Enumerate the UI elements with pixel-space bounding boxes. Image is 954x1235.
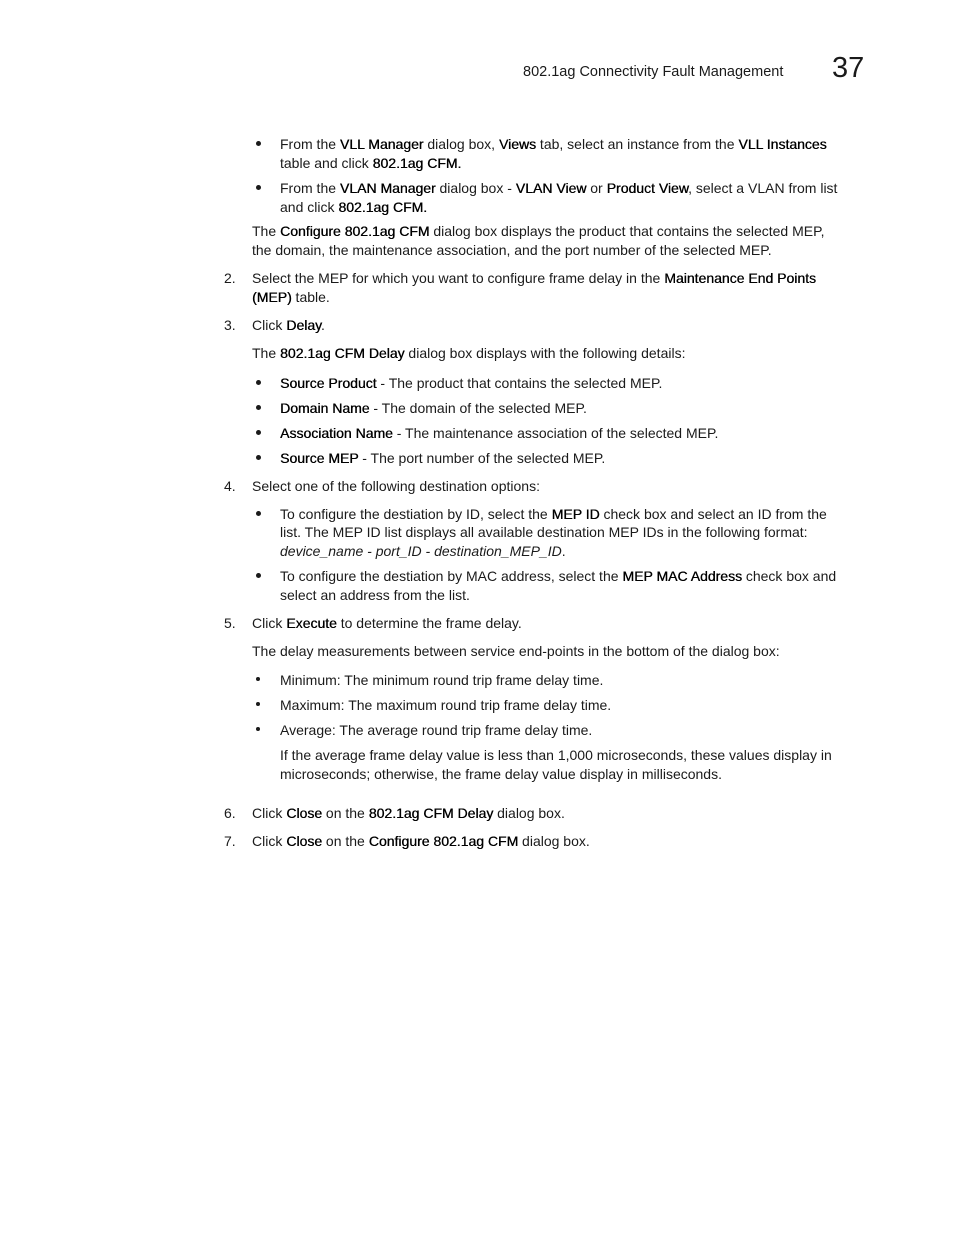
ui-term: Source MEP <box>280 450 359 466</box>
detail-domain-name <box>280 399 587 417</box>
ui-term: 802.1ag CFM Delay <box>368 805 494 821</box>
para-average-note-line1: If the average frame delay value is less than 1,000 microseconds, these values display in <box>280 747 832 763</box>
bullet-vlan-line1 <box>280 179 837 197</box>
ui-term: Configure 802.1ag CFM <box>368 833 519 849</box>
text: dialog box - <box>435 180 516 196</box>
step-4: Select one of the following destination options: <box>252 478 540 494</box>
option-mac-line1 <box>280 567 836 585</box>
step-number: 3. <box>224 317 236 333</box>
ui-term: 802.1ag CFM. <box>338 199 428 215</box>
text: . <box>321 317 325 333</box>
step-number: 5. <box>224 615 236 631</box>
ui-term: 802.1ag CFM. <box>372 155 462 171</box>
bullet-icon <box>256 405 261 410</box>
ui-term: Delay <box>286 317 321 333</box>
text: To configure the destiation by MAC address, select the <box>280 568 623 584</box>
text: table. <box>291 289 330 305</box>
text: - The product that contains the selected MEP. <box>376 375 663 391</box>
bullet-icon <box>256 141 261 146</box>
bullet-icon <box>256 702 260 706</box>
ui-term: Close <box>286 805 323 821</box>
bullet-icon <box>256 677 260 681</box>
text: dialog box displays with the following details: <box>404 345 686 361</box>
option-id-line1 <box>280 505 827 523</box>
ui-term: (MEP) <box>252 289 292 305</box>
bullet-vll-line2 <box>280 154 461 172</box>
text: Select the MEP for which you want to configure frame delay in the <box>252 270 665 286</box>
step-6 <box>252 804 565 822</box>
ui-term: MEP MAC Address <box>622 568 742 584</box>
text: or <box>586 180 607 196</box>
text: dialog box. <box>518 833 590 849</box>
ui-term: Execute <box>286 615 337 631</box>
para-configure-line2: the domain, the maintenance association, and the port number of the selected MEP. <box>252 242 772 258</box>
option-id-line3 <box>280 542 566 560</box>
step-2-line1 <box>252 269 816 287</box>
text: From the <box>280 180 340 196</box>
ui-term: Maintenance End Points <box>664 270 816 286</box>
text: check box and select an ID from the <box>599 506 827 522</box>
text: dialog box, <box>423 136 499 152</box>
bullet-icon <box>256 430 261 435</box>
format-text: device_name - port_ID - destination_MEP_ID <box>280 543 562 559</box>
text: check box and <box>741 568 837 584</box>
text: - The maintenance association of the selected MEP. <box>392 425 719 441</box>
section-title: 802.1ag Connectivity Fault Management <box>523 64 784 80</box>
bullet-icon <box>256 511 261 516</box>
step-number: 6. <box>224 805 236 821</box>
bullet-icon <box>256 380 261 385</box>
ui-term: Source Product <box>280 375 377 391</box>
text: on the <box>322 805 369 821</box>
text: table and click <box>280 155 373 171</box>
ui-term: VLAN View <box>515 180 587 196</box>
para-measurements: The delay measurements between service end-points in the bottom of the dialog box: <box>252 643 780 659</box>
bullet-vlan-line2 <box>280 198 427 216</box>
ui-term: Close <box>286 833 323 849</box>
text: on the <box>322 833 369 849</box>
step-number: 4. <box>224 478 236 494</box>
text: To configure the destiation by ID, select the <box>280 506 552 522</box>
step-3 <box>252 316 325 334</box>
ui-term: Product View <box>606 180 689 196</box>
text: and click <box>280 199 339 215</box>
measure-minimum: Minimum: The minimum round trip frame delay time. <box>280 672 604 688</box>
chapter-number: 37 <box>832 52 865 84</box>
text: tab, select an instance from the <box>536 136 739 152</box>
measure-maximum: Maximum: The maximum round trip frame delay time. <box>280 697 612 713</box>
bullet-icon <box>256 573 261 578</box>
ui-term: Domain Name <box>280 400 370 416</box>
para-configure-line1 <box>252 222 825 240</box>
text: Click <box>252 615 287 631</box>
text: . <box>561 543 566 559</box>
ui-term: VLAN Manager <box>339 180 436 196</box>
bullet-vll-line1 <box>280 135 827 153</box>
ui-term: Configure 802.1ag CFM <box>280 223 430 239</box>
ui-term: VLL Instances <box>738 136 827 152</box>
para-delay-dialog <box>252 344 685 362</box>
bullet-icon <box>256 455 261 460</box>
text: From the <box>280 136 340 152</box>
para-average-note-line2: microseconds; otherwise, the frame delay value display in milliseconds. <box>280 766 722 782</box>
text: , select a VLAN from list <box>688 180 838 196</box>
text: Click <box>252 317 287 333</box>
step-2-line2 <box>252 288 330 306</box>
detail-source-product <box>280 374 662 392</box>
text: The <box>252 223 281 239</box>
text: dialog box displays the product that contains the selected MEP, <box>429 223 825 239</box>
step-number: 7. <box>224 833 236 849</box>
text: The <box>252 345 281 361</box>
measure-average: Average: The average round trip frame delay time. <box>280 722 593 738</box>
ui-term: Association Name <box>280 425 393 441</box>
text: Click <box>252 833 287 849</box>
ui-term: VLL Manager <box>339 136 424 152</box>
text: - The domain of the selected MEP. <box>369 400 587 416</box>
text: - The port number of the selected MEP. <box>358 450 606 466</box>
text: Click <box>252 805 287 821</box>
option-mac-line2: select an address from the list. <box>280 587 470 603</box>
ui-term: Views <box>498 136 537 152</box>
detail-association-name <box>280 424 718 442</box>
text: to determine the frame delay. <box>336 615 522 631</box>
bullet-icon <box>256 185 261 190</box>
option-id-line2: list. The MEP ID list displays all available destination MEP IDs in the following format: <box>280 524 808 540</box>
ui-term: MEP ID <box>551 506 600 522</box>
text: dialog box. <box>493 805 565 821</box>
step-5 <box>252 614 522 632</box>
bullet-icon <box>256 727 260 731</box>
step-number: 2. <box>224 270 236 286</box>
step-7 <box>252 832 590 850</box>
ui-term: 802.1ag CFM Delay <box>280 345 405 361</box>
detail-source-mep <box>280 449 605 467</box>
